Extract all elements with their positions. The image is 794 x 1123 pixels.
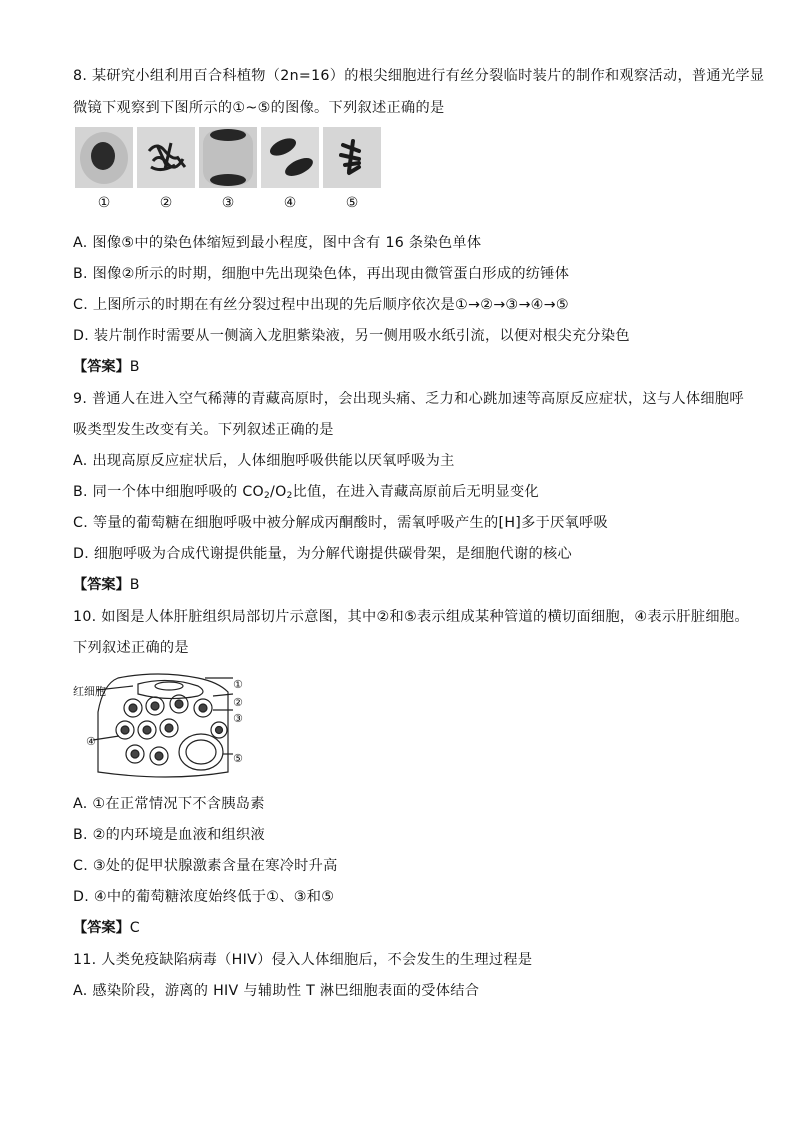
q8-option-d: D. 装片制作时需要从一侧滴入龙胆紫染液，另一侧用吸水纸引流，以便对根尖充分染色 bbox=[73, 328, 630, 344]
q8-stem-line1: 8. 某研究小组利用百合科植物（2n=16）的根尖细胞进行有丝分裂临时装片的制作和观察活动，普通光学显 bbox=[73, 68, 765, 84]
q10-option-a: A. ①在正常情况下不含胰岛素 bbox=[73, 796, 265, 812]
micrograph-label-4: ④ bbox=[283, 195, 297, 211]
q10-option-c: C. ③处的促甲状腺激素含量在寒冷时升高 bbox=[73, 858, 338, 874]
q9-option-a: A. 出现高原反应症状后，人体细胞呼吸供能以厌氧呼吸为主 bbox=[73, 453, 455, 469]
q8-answer bbox=[73, 357, 140, 377]
answer-value: C bbox=[129, 920, 140, 936]
answer-value: B bbox=[129, 577, 140, 593]
q9-stem-line2: 吸类型发生改变有关。下列叙述正确的是 bbox=[73, 422, 334, 438]
q11-stem-line1: 11. 人类免疫缺陷病毒（HIV）侵入人体细胞后，不会发生的生理过程是 bbox=[73, 952, 533, 968]
q10-diagram-label-4: ④ bbox=[86, 735, 96, 748]
micrograph-label-2: ② bbox=[159, 195, 173, 211]
q9-option-b-sub1: 2 bbox=[264, 491, 271, 501]
q8-option-b: B. 图像②所示的时期，细胞中先出现染色体，再出现由微管蛋白形成的纺锤体 bbox=[73, 266, 570, 282]
q9-option-b-post: 比值，在进入青藏高原前后无明显变化 bbox=[292, 484, 539, 500]
q9-answer bbox=[73, 575, 140, 595]
q10-diagram-rbc-label: 红细胞 bbox=[73, 685, 106, 698]
q10-stem-line2: 下列叙述正确的是 bbox=[73, 640, 189, 656]
q9-option-d: D. 细胞呼吸为合成代谢提供能量，为分解代谢提供碳骨架，是细胞代谢的核心 bbox=[73, 546, 572, 562]
q8-stem-line2: 微镜下观察到下图所示的①~⑤的图像。下列叙述正确的是 bbox=[73, 100, 445, 116]
micrograph-1 bbox=[75, 127, 133, 188]
q9-option-b-pre: B. 同一个体中细胞呼吸的 CO bbox=[73, 484, 265, 500]
q8-option-a: A. 图像⑤中的染色体缩短到最小程度，图中含有 16 条染色单体 bbox=[73, 235, 482, 251]
q10-diagram-label-3: ③ bbox=[233, 712, 243, 725]
q10-diagram-label-2: ② bbox=[233, 696, 243, 709]
micrograph-label-1: ① bbox=[97, 195, 111, 211]
q10-diagram-label-5: ⑤ bbox=[233, 752, 243, 765]
micrograph-2 bbox=[137, 127, 195, 188]
answer-value: B bbox=[129, 359, 140, 375]
q10-option-d: D. ④中的葡萄糖浓度始终低于①、③和⑤ bbox=[73, 889, 335, 905]
micrograph-label-5: ⑤ bbox=[345, 195, 359, 211]
q9-option-b bbox=[73, 482, 539, 506]
micrograph-4 bbox=[261, 127, 319, 188]
q10-answer bbox=[73, 918, 140, 938]
answer-tag: 【答案】 bbox=[73, 577, 130, 593]
micrograph-3 bbox=[199, 127, 257, 188]
answer-tag: 【答案】 bbox=[73, 920, 130, 936]
q9-option-b-mid: /O bbox=[270, 484, 287, 500]
q9-option-c: C. 等量的葡萄糖在细胞呼吸中被分解成丙酮酸时，需氧呼吸产生的[H]多于厌氧呼吸 bbox=[73, 515, 609, 531]
micrograph-label-3: ③ bbox=[221, 195, 235, 211]
answer-tag: 【答案】 bbox=[73, 359, 130, 375]
micrograph-5 bbox=[323, 127, 381, 188]
q9-stem-line1: 9. 普通人在进入空气稀薄的青藏高原时，会出现头痛、乏力和心跳加速等高原反应症状，这与人体细胞呼 bbox=[73, 391, 744, 407]
q10-stem-line1: 10. 如图是人体肝脏组织局部切片示意图，其中②和⑤表示组成某种管道的横切面细胞，④表示肝脏细胞。 bbox=[73, 609, 749, 625]
q11-option-a: A. 感染阶段，游离的 HIV 与辅助性 T 淋巴细胞表面的受体结合 bbox=[73, 983, 480, 999]
q8-option-c: C. 上图所示的时期在有丝分裂过程中出现的先后顺序依次是①→②→③→④→⑤ bbox=[73, 297, 569, 313]
q10-diagram-label-1: ① bbox=[233, 678, 243, 691]
q10-option-b: B. ②的内环境是血液和组织液 bbox=[73, 827, 266, 843]
q9-option-b-sub2: 2 bbox=[286, 491, 293, 501]
